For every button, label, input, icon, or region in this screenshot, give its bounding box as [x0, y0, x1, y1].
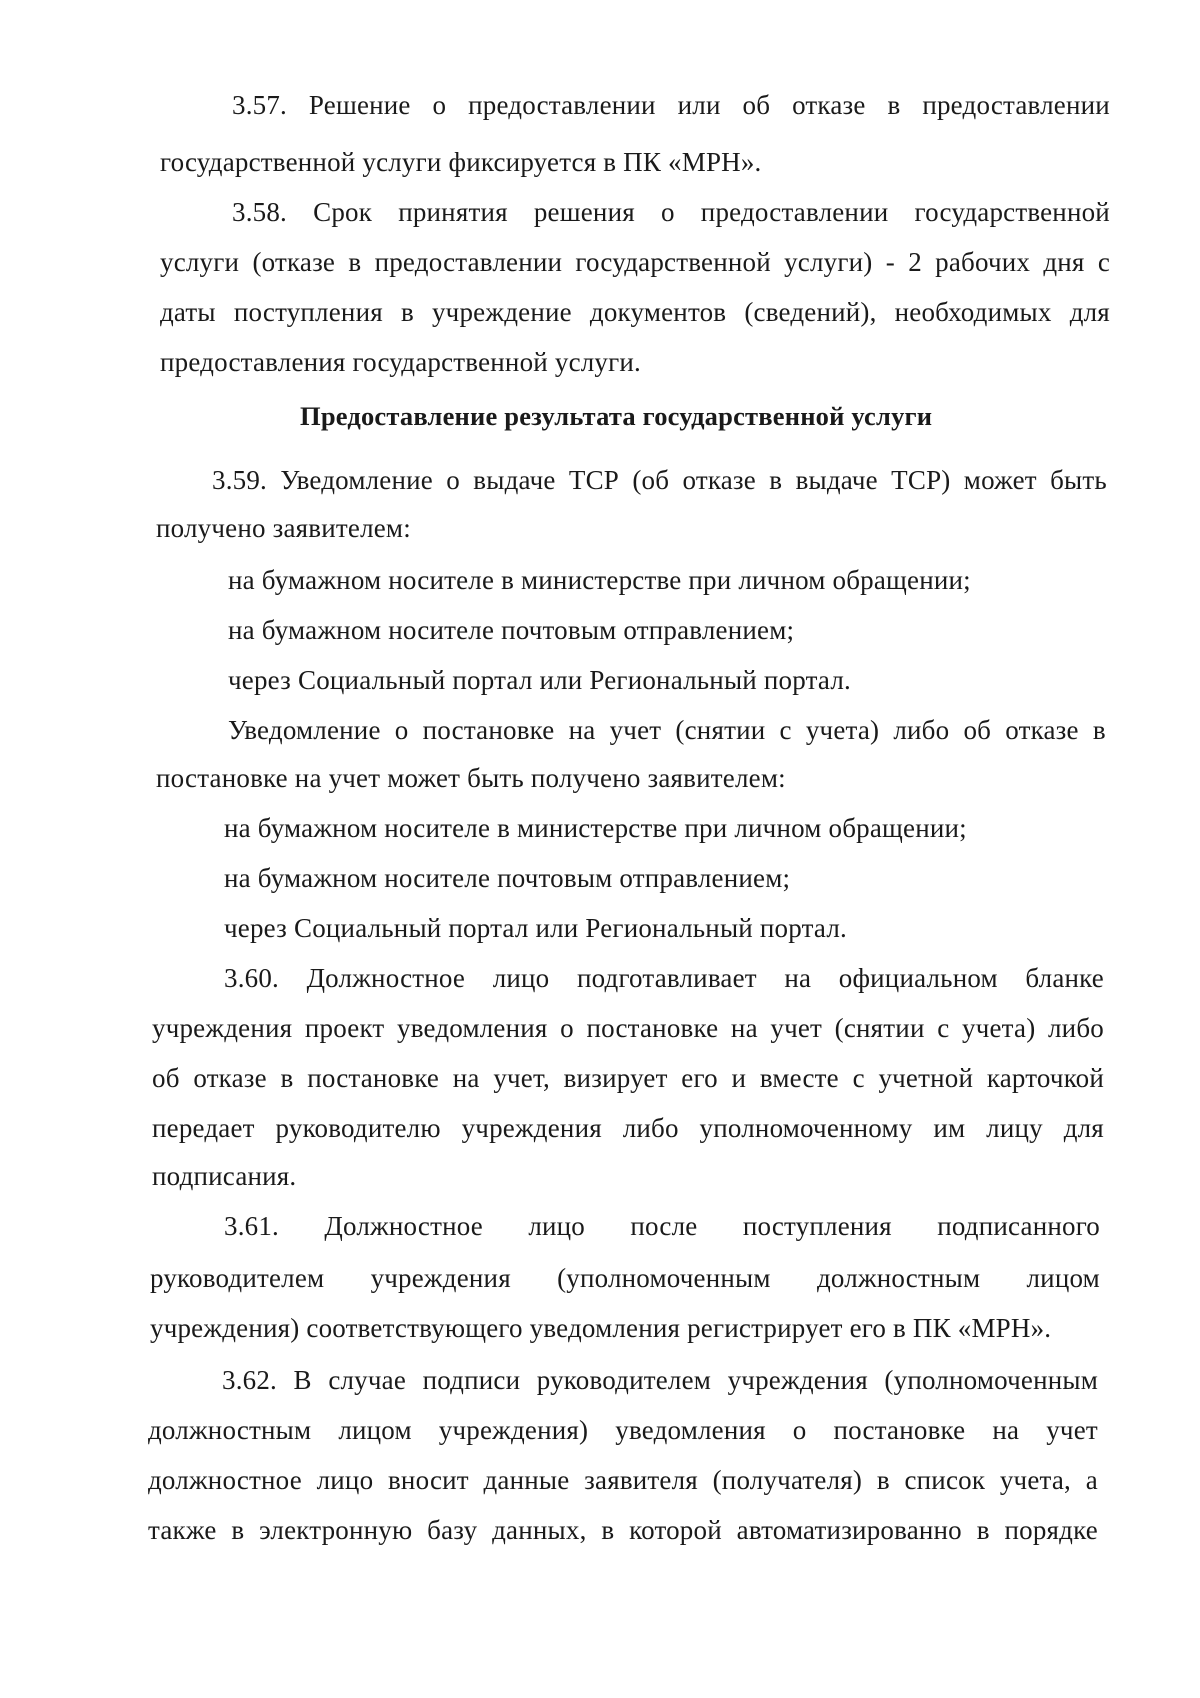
word: об — [742, 90, 771, 120]
word: предоставлении — [922, 90, 1110, 120]
word: лицо — [528, 1211, 585, 1241]
word: в — [601, 1515, 615, 1545]
list1-item-2: на бумажном носителе почтовым отправлением; — [228, 615, 795, 645]
word: о — [394, 715, 409, 745]
list1-item-3: через Социальный портал или Региональный портал. — [228, 665, 851, 695]
p360-line-4 — [152, 1112, 1104, 1144]
p360-line-2 — [152, 1012, 1104, 1044]
word: поступления — [742, 1211, 892, 1241]
p361-line-2 — [150, 1262, 1100, 1294]
p361-line-3: учреждения) соответствующего уведомления регистрирует его в ПК «МРН». — [150, 1313, 1052, 1343]
word: учреждения — [370, 1263, 511, 1293]
word: о — [560, 1013, 574, 1043]
word: для — [1069, 297, 1110, 327]
word: Должностное — [324, 1211, 483, 1241]
word: уведомления — [397, 1013, 548, 1043]
word: Должностное — [306, 963, 466, 993]
word: (получателя) — [712, 1465, 863, 1495]
word: в — [231, 1515, 245, 1545]
word: услуги) — [784, 247, 873, 277]
word: поступления — [233, 297, 383, 327]
list2-item-2: на бумажном носителе почтовым отправлением; — [224, 863, 791, 893]
word: Срок — [313, 197, 373, 227]
word: в — [348, 247, 362, 277]
word: 3.62. — [222, 1365, 277, 1395]
word: лицом — [338, 1415, 412, 1445]
word: отказе — [682, 465, 756, 495]
word: на — [784, 963, 812, 993]
word: - — [885, 247, 895, 277]
word: в — [876, 1465, 890, 1495]
word: вместе — [759, 1063, 839, 1093]
word: 3.60. — [224, 963, 279, 993]
p359-line-2: получено заявителем: — [156, 513, 411, 543]
word: Уведомление — [280, 465, 433, 495]
word: руководителем — [536, 1365, 712, 1395]
word: автоматизированно — [736, 1515, 962, 1545]
word: Уведомление — [228, 715, 381, 745]
word: лицо — [316, 1465, 374, 1495]
p362-line-4 — [148, 1514, 1098, 1546]
word: базу — [427, 1515, 478, 1545]
word: постановке — [422, 715, 555, 745]
word: об — [152, 1063, 180, 1093]
word: после — [630, 1211, 698, 1241]
word: (об — [632, 465, 670, 495]
word: учет, — [493, 1063, 550, 1093]
word: учреждения — [152, 1013, 293, 1043]
p357-line-1 — [232, 89, 1110, 121]
word: уведомления — [615, 1415, 766, 1445]
word: 3.58. — [232, 197, 287, 227]
word: с — [852, 1063, 865, 1093]
word: принятия — [398, 197, 508, 227]
word: ТСР) — [891, 465, 951, 495]
word: должностным — [148, 1415, 312, 1445]
word: отказе — [1005, 715, 1079, 745]
word: (снятии — [675, 715, 766, 745]
word: лицом — [1026, 1263, 1100, 1293]
word: передает — [152, 1113, 255, 1143]
word: учреждение — [431, 297, 572, 327]
word: с — [779, 715, 792, 745]
word: на — [992, 1415, 1020, 1445]
word: лицу — [986, 1113, 1043, 1143]
word: учетной — [878, 1063, 974, 1093]
word: в — [769, 465, 783, 495]
word: учреждения — [727, 1365, 868, 1395]
word: карточкой — [986, 1063, 1104, 1093]
word: на — [452, 1063, 480, 1093]
word: в — [887, 90, 901, 120]
word: учета) — [805, 715, 880, 745]
word: 3.57. — [232, 90, 287, 120]
word: В — [293, 1365, 312, 1395]
word: 3.61. — [224, 1211, 279, 1241]
word: подготавливает — [576, 963, 757, 993]
word: либо — [1048, 1013, 1104, 1043]
word: проект — [304, 1013, 385, 1043]
p360-line-1 — [224, 962, 1104, 994]
word: официальном — [838, 963, 998, 993]
word: им — [933, 1113, 966, 1143]
word: о — [432, 90, 447, 120]
word: вносит — [387, 1465, 469, 1495]
word: подписи — [422, 1365, 521, 1395]
list1-item-1: на бумажном носителе в министерстве при личном обращении; — [228, 565, 971, 595]
word: учет — [1046, 1415, 1098, 1445]
p361-line-1 — [224, 1210, 1100, 1242]
word: в — [280, 1063, 294, 1093]
p358-line-4: предоставления государственной услуги. — [160, 347, 642, 377]
word: о — [792, 1415, 807, 1445]
word: руководителю — [275, 1113, 441, 1143]
word: порядке — [1004, 1515, 1098, 1545]
word: данных, — [492, 1515, 587, 1545]
word: ТСР — [568, 465, 620, 495]
word: постановке — [833, 1415, 966, 1445]
word: государственной — [575, 247, 771, 277]
word: уполномоченному — [699, 1113, 913, 1143]
p358-line-3 — [160, 296, 1110, 328]
word: либо — [622, 1113, 679, 1143]
word: (отказе — [252, 247, 336, 277]
word: выдаче — [795, 465, 878, 495]
word: об — [963, 715, 992, 745]
word: должностное — [148, 1465, 302, 1495]
word: учреждения — [461, 1113, 602, 1143]
word: подписанного — [937, 1211, 1100, 1241]
word: быть — [1050, 465, 1107, 495]
word: для — [1063, 1113, 1104, 1143]
word: учреждения) — [438, 1415, 589, 1445]
word: рабочих — [935, 247, 1031, 277]
word: предоставлении — [468, 90, 656, 120]
word: (уполномоченным — [557, 1263, 771, 1293]
word: лицо — [492, 963, 550, 993]
word: решения — [533, 197, 635, 227]
word: электронную — [259, 1515, 413, 1545]
word: учет — [609, 715, 662, 745]
p357-line-2: государственной услуги фиксируется в ПК «МРН». — [160, 147, 762, 177]
p359b-line-1 — [228, 714, 1106, 746]
word: данные — [483, 1465, 570, 1495]
word: (уполномоченным — [884, 1365, 1098, 1395]
word: либо — [893, 715, 950, 745]
word: может — [963, 465, 1037, 495]
word: дня — [1043, 247, 1085, 277]
word: (сведений), — [744, 297, 877, 327]
list2-item-1: на бумажном носителе в министерстве при личном обращении; — [224, 813, 967, 843]
p362-line-1 — [222, 1364, 1098, 1396]
word: также — [148, 1515, 217, 1545]
word: 3.59. — [212, 465, 267, 495]
p359b-line-2: постановке на учет может быть получено заявителем: — [156, 763, 786, 793]
word: Решение — [308, 90, 411, 120]
word: выдаче — [473, 465, 556, 495]
list2-item-3: через Социальный портал или Региональный портал. — [224, 913, 847, 943]
word: постановке — [586, 1013, 719, 1043]
word: случае — [328, 1365, 407, 1395]
word: бланке — [1025, 963, 1104, 993]
word: учета, — [999, 1465, 1071, 1495]
word: и — [731, 1063, 747, 1093]
word: в — [400, 297, 414, 327]
word: заявителя — [584, 1465, 698, 1495]
p358-line-2 — [160, 246, 1110, 278]
word: его — [681, 1063, 718, 1093]
word: предоставлении — [374, 247, 563, 277]
word: с — [937, 1013, 950, 1043]
section-heading: Предоставление результата государственной услуги — [300, 401, 933, 431]
p362-line-2 — [148, 1414, 1098, 1446]
word: предоставлении — [700, 197, 889, 227]
p362-line-3 — [148, 1464, 1098, 1496]
p359-line-1 — [212, 464, 1107, 496]
word: с — [1097, 247, 1110, 277]
word: на — [568, 715, 596, 745]
word: о — [660, 197, 675, 227]
word: руководителем — [150, 1263, 325, 1293]
p360-line-3 — [152, 1062, 1104, 1094]
word: 2 — [908, 247, 922, 277]
word: учет — [770, 1013, 823, 1043]
word: отказе — [792, 90, 866, 120]
word: документов — [589, 297, 727, 327]
word: учета) — [962, 1013, 1036, 1043]
word: услуги — [160, 247, 240, 277]
word: необходимых — [894, 297, 1052, 327]
p360-line-5: подписания. — [152, 1161, 297, 1191]
word: визирует — [563, 1063, 668, 1093]
word: должностным — [816, 1263, 981, 1293]
p358-line-1 — [232, 196, 1110, 228]
word: постановке — [307, 1063, 440, 1093]
word: в — [976, 1515, 990, 1545]
word: список — [904, 1465, 986, 1495]
word: на — [730, 1013, 758, 1043]
word: в — [1092, 715, 1106, 745]
word: государственной — [914, 197, 1110, 227]
word: отказе — [193, 1063, 267, 1093]
word: или — [677, 90, 721, 120]
word: о — [446, 465, 460, 495]
word: (снятии — [834, 1013, 925, 1043]
word: а — [1085, 1465, 1098, 1495]
word: которой — [629, 1515, 722, 1545]
word: даты — [160, 297, 216, 327]
